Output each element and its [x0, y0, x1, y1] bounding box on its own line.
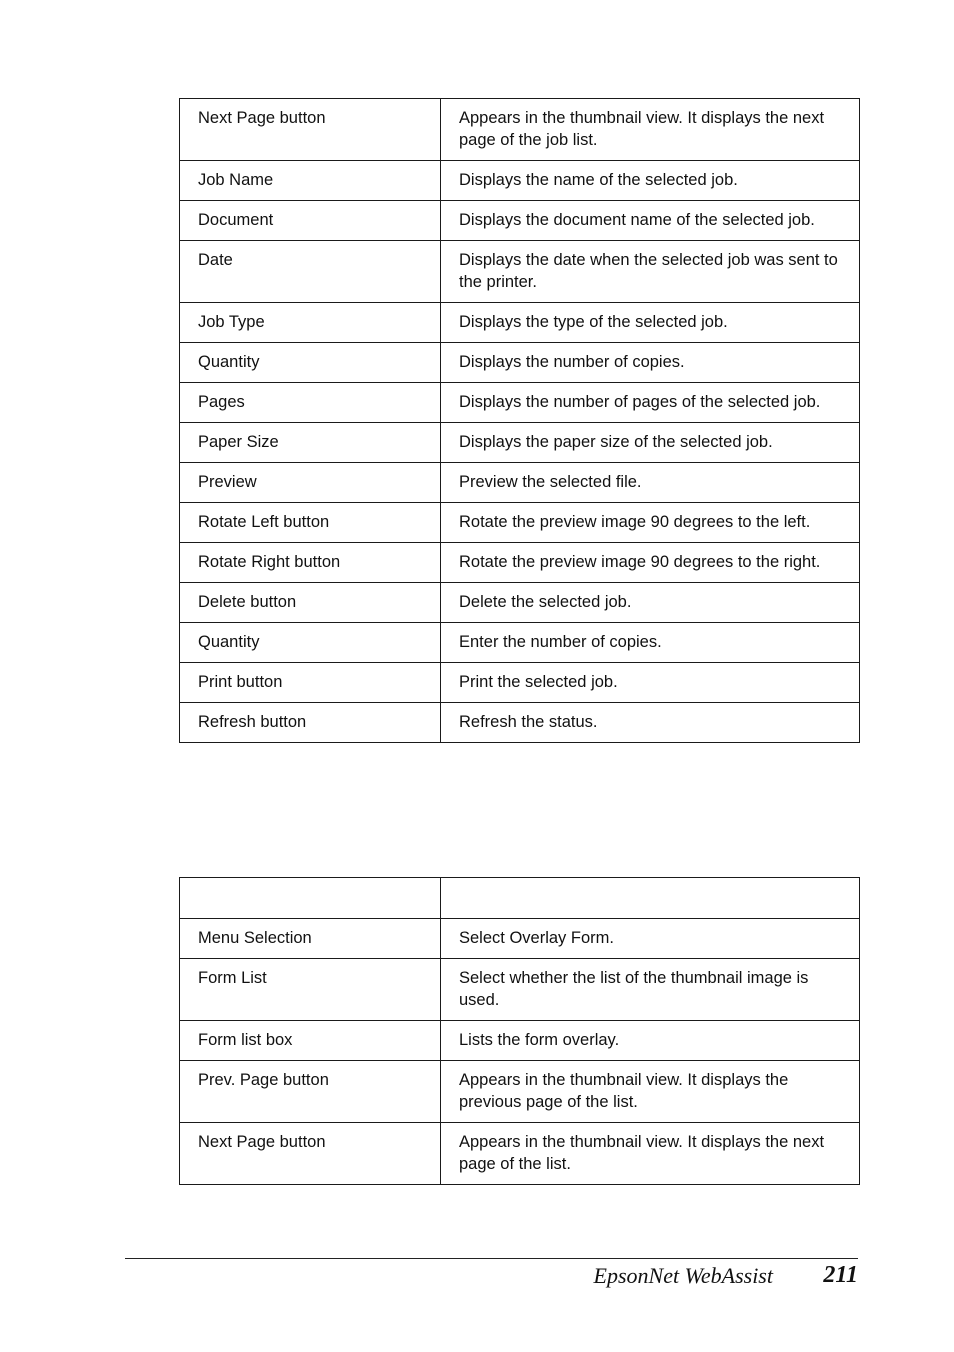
item-cell: Next Page button [180, 1123, 441, 1185]
description-cell: Select Overlay Form. [441, 919, 860, 959]
item-cell: Delete button [180, 583, 441, 623]
item-cell: Date [180, 241, 441, 303]
description-cell: Enter the number of copies. [441, 623, 860, 663]
overlay-form-table [179, 877, 860, 1185]
description-cell: Displays the number of pages of the selected job. [441, 383, 860, 423]
table-row [180, 241, 860, 303]
item-cell: Document [180, 201, 441, 241]
item-cell: Job Name [180, 161, 441, 201]
item-cell: Form list box [180, 1021, 441, 1061]
description-cell: Displays the number of copies. [441, 343, 860, 383]
description-cell: Appears in the thumbnail view. It displays the previous page of the list. [441, 1061, 860, 1123]
description-cell: Rotate the preview image 90 degrees to the left. [441, 503, 860, 543]
table-row [180, 703, 860, 743]
description-cell: Refresh the status. [441, 703, 860, 743]
table-row [180, 959, 860, 1021]
item-cell: Pages [180, 383, 441, 423]
item-cell: Refresh button [180, 703, 441, 743]
description-cell: Appears in the thumbnail view. It displays the next page of the list. [441, 1123, 860, 1185]
header-item-cell [180, 878, 441, 919]
item-cell: Form List [180, 959, 441, 1021]
item-cell: Rotate Right button [180, 543, 441, 583]
table-row [180, 1061, 860, 1123]
table-row [180, 1123, 860, 1185]
description-cell: Appears in the thumbnail view. It displays the next page of the job list. [441, 99, 860, 161]
description-cell: Displays the type of the selected job. [441, 303, 860, 343]
table-row [180, 1021, 860, 1061]
table-row [180, 161, 860, 201]
description-cell: Displays the name of the selected job. [441, 161, 860, 201]
table-row [180, 303, 860, 343]
item-cell: Next Page button [180, 99, 441, 161]
description-cell: Select whether the list of the thumbnail image is used. [441, 959, 860, 1021]
table-row [180, 99, 860, 161]
description-cell: Preview the selected file. [441, 463, 860, 503]
description-cell: Displays the paper size of the selected job. [441, 423, 860, 463]
item-cell: Job Type [180, 303, 441, 343]
item-cell: Quantity [180, 623, 441, 663]
description-cell: Rotate the preview image 90 degrees to the right. [441, 543, 860, 583]
header-description-cell [441, 878, 860, 919]
item-cell: Print button [180, 663, 441, 703]
item-cell: Paper Size [180, 423, 441, 463]
item-cell: Rotate Left button [180, 503, 441, 543]
table-row [180, 463, 860, 503]
table-row [180, 201, 860, 241]
table-row [180, 623, 860, 663]
item-cell: Preview [180, 463, 441, 503]
table-row [180, 663, 860, 703]
item-cell: Quantity [180, 343, 441, 383]
table-row [180, 583, 860, 623]
footer-title: EpsonNet WebAssist [593, 1263, 773, 1288]
description-cell: Displays the date when the selected job was sent to the printer. [441, 241, 860, 303]
table-row [180, 919, 860, 959]
footer-divider [125, 1258, 858, 1259]
job-details-table [179, 98, 860, 743]
description-cell: Delete the selected job. [441, 583, 860, 623]
description-cell: Lists the form overlay. [441, 1021, 860, 1061]
description-cell: Displays the document name of the selected job. [441, 201, 860, 241]
table-row [180, 343, 860, 383]
page-number: 211 [823, 1262, 858, 1288]
table-header-row [180, 878, 860, 919]
table-row [180, 503, 860, 543]
description-cell: Print the selected job. [441, 663, 860, 703]
table-row [180, 423, 860, 463]
item-cell: Menu Selection [180, 919, 441, 959]
item-cell: Prev. Page button [180, 1061, 441, 1123]
table-row [180, 383, 860, 423]
table-row [180, 543, 860, 583]
